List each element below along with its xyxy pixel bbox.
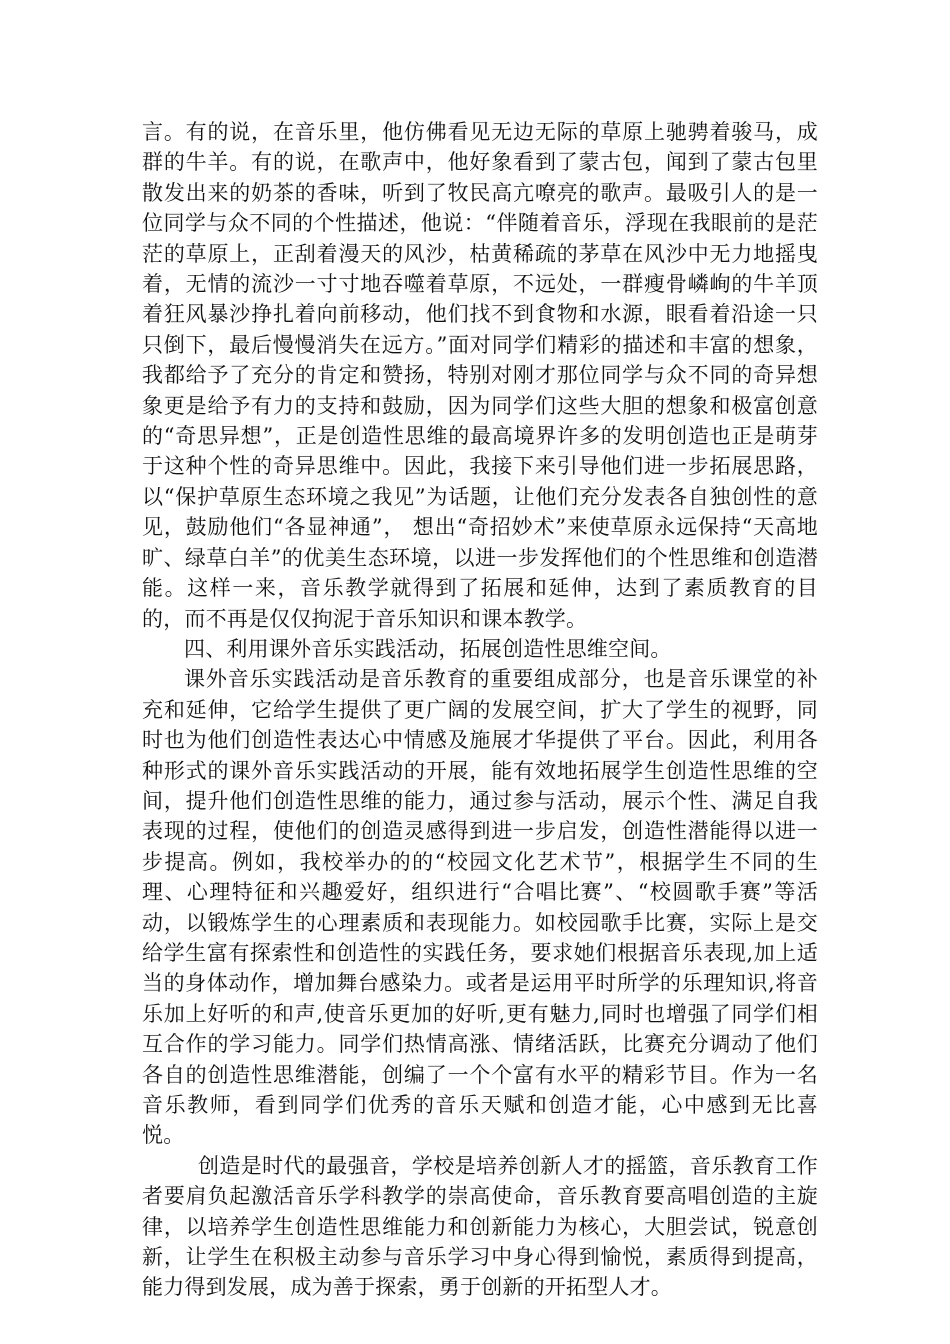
section-heading: 四、利用课外音乐实践活动，拓展创造性思维空间。: [184, 636, 672, 661]
document-body: [142, 117, 818, 1303]
paragraph-extracurricular: 课外音乐实践活动是音乐教育的重要组成部分，也是音乐课堂的补充和延伸，它给学生提供了更广阔的发展空间，扩大了学生的视野，同时也为他们创造性表达心中情感及施展才华提供了平台。因此，利用各种形式的课外音乐实践活动的开展，能有效地拓展学生创造性思维的空间，提升他们创造性思维的能力，通过参与活动，展示个性、满足自我表现的过程，使他们的创造灵感得到进一步启发，创造性潜能得以进一步提高。例如，我校举办的的“校园文化艺术节”，根据学生不同的生理、心理特征和兴趣爱好，组织进行“合唱比赛”、“校圆歌手赛”等活动，以锻炼学生的心理素质和表现能力。如校园歌手比赛，实际上是交给学生富有探索性和创造性的实践任务，要求她们根据音乐表现,加上适当的身体动作，增加舞台感染力。或者是运用平时所学的乐理知识,将音乐加上好听的和声,使音乐更加的好听,更有魅力,同时也增强了同学们相互合作的学习能力。同学们热情高涨、情绪活跃，比赛充分调动了他们各自的创造性思维潜能，创编了一个个富有水平的精彩节目。作为一名音乐教师，看到同学们优秀的音乐天赋和创造才能，心中感到无比喜悦。: [142, 667, 818, 1148]
paragraph-continuation: 言。有的说，在音乐里，他仿佛看见无边无际的草原上驰骋着骏马，成群的牛羊。有的说，在歌声中，他好象看到了蒙古包，闻到了蒙古包里散发出来的奶茶的香味，听到了牧民高亢嘹亮的歌声。最吸引人的是一位同学与众不同的个性描述，他说：“伴随着音乐，浮现在我眼前的是茫茫的草原上，正刮着漫天的风沙，枯黄稀疏的茅草在风沙中无力地摇曳着，无情的流沙一寸寸地吞噬着草原，不远处，一群瘦骨嶙峋的牛羊顶着狂风暴沙挣扎着向前移动，他们找不到食物和水源，眼看着沿途一只只倒下，最后慢慢消失在远方。”面对同学们精彩的描述和丰富的想象，我都给予了充分的肯定和赞扬，特别对刚才那位同学与众不同的奇异想象更是给予有力的支持和鼓励，因为同学们这些大胆的想象和极富创意的“奇思异想”，正是创造性思维的最高境界许多的发明创造也正是萌芽于这种个性的奇异思维中。因此，我接下来引导他们进一步拓展思路，以“保护草原生态环境之我见”为话题，让他们充分发表各自独创性的意见，鼓励他们“各显神通”， 想出“奇招妙术”来使草原永远保持“天高地旷、绿草白羊”的优美生态环境，以进一步发挥他们的个性思维和创造潜能。这样一来，音乐教学就得到了拓展和延伸，达到了素质教育的目的，而不再是仅仅拘泥于音乐知识和课本教学。: [142, 120, 818, 631]
paragraph-conclusion: 创造是时代的最强音，学校是培养创新人才的摇篮，音乐教育工作者要肩负起激活音乐学科教学的崇高使命，音乐教育要高唱创造的主旋律，以培养学生创造性思维能力和创新能力为核心，大胆尝试，锐意创新，让学生在积极主动参与音乐学习中身心得到愉悦，素质得到提高，能力得到发展，成为善于探索，勇于创新的开拓型人才。: [142, 1153, 818, 1300]
